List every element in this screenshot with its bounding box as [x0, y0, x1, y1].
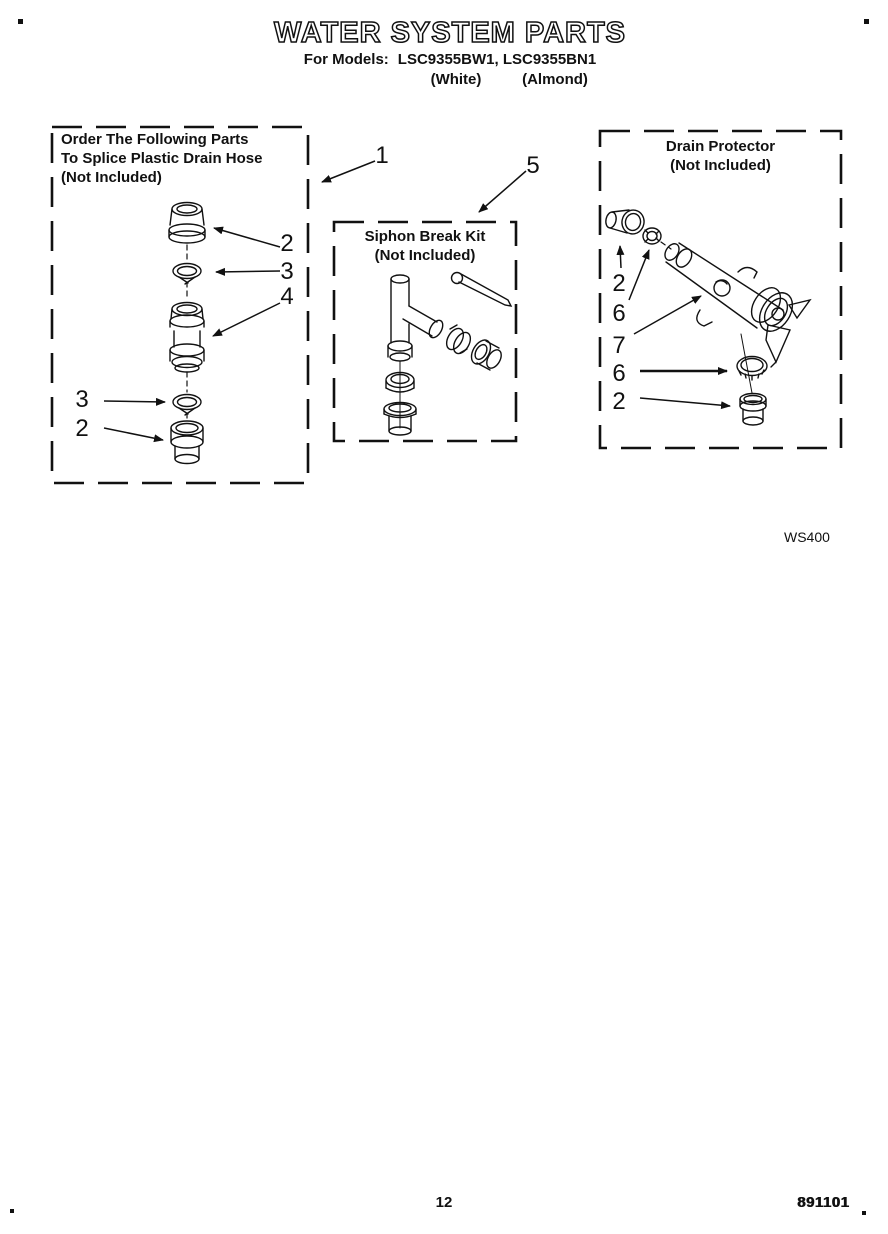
splice-parts-drawing: [169, 203, 205, 464]
splice-note-line3: (Not Included): [61, 169, 162, 186]
arrow-splice-coupling-top: [214, 228, 280, 247]
callout-splice-coupling-bottom: 2: [75, 415, 89, 442]
arrow-item5: [479, 171, 526, 212]
color-option-almond: (Almond): [522, 71, 588, 88]
siphon-parts-drawing: [384, 273, 511, 436]
arrow-drain-coupling-top: [620, 246, 621, 268]
callout-splice-clamp-bottom: 3: [75, 386, 89, 413]
siphon-kit-subtitle: (Not Included): [374, 247, 476, 264]
color-option-white: (White): [430, 71, 482, 88]
page-title: WATER SYSTEM PARTS: [273, 17, 627, 49]
callout-arrows: [104, 161, 730, 440]
callout-item-5: 5: [526, 152, 540, 179]
drain-protector-box: [600, 131, 841, 448]
callout-drain-clamp: 6: [612, 360, 626, 387]
page-number: 12: [435, 1194, 453, 1211]
drain-protector-title: Drain Protector: [665, 138, 776, 155]
callout-drain-coupling-top: 2: [612, 270, 626, 297]
arrow-splice-clamp-bottom: [104, 401, 165, 402]
drain-protector-subtitle: (Not Included): [670, 157, 771, 174]
callout-drain-body: 7: [612, 332, 626, 359]
drain-parts-drawing: [604, 208, 810, 425]
models-value: LSC9355BW1, LSC9355BN1: [397, 51, 597, 68]
arrow-splice-clamp-top: [216, 271, 280, 272]
callout-splice-body: 4: [280, 283, 294, 310]
doc-code: 891101: [797, 1194, 850, 1211]
models-line: [244, 51, 656, 68]
callout-drain-nut: 6: [612, 300, 626, 327]
callout-splice-clamp-top: 3: [280, 258, 294, 285]
arrow-splice-body: [213, 303, 280, 336]
arrow-drain-coupling-bottom: [640, 398, 730, 406]
arrow-splice-coupling-bottom: [104, 428, 163, 440]
callout-item-1: 1: [375, 142, 389, 169]
models-label: For Models:: [303, 51, 389, 68]
splice-note-line1: Order The Following Parts: [61, 131, 249, 148]
arrow-drain-body: [634, 296, 701, 334]
callout-splice-coupling-top: 2: [280, 230, 294, 257]
diagram-code: WS400: [784, 529, 830, 545]
registration-marks: [10, 19, 869, 1215]
callout-drain-coupling-bottom: 2: [612, 388, 626, 415]
siphon-kit-title: Siphon Break Kit: [364, 228, 486, 245]
splice-note-line2: To Splice Plastic Drain Hose: [61, 150, 263, 167]
arrow-drain-nut: [629, 250, 649, 300]
arrow-item1: [322, 161, 375, 182]
